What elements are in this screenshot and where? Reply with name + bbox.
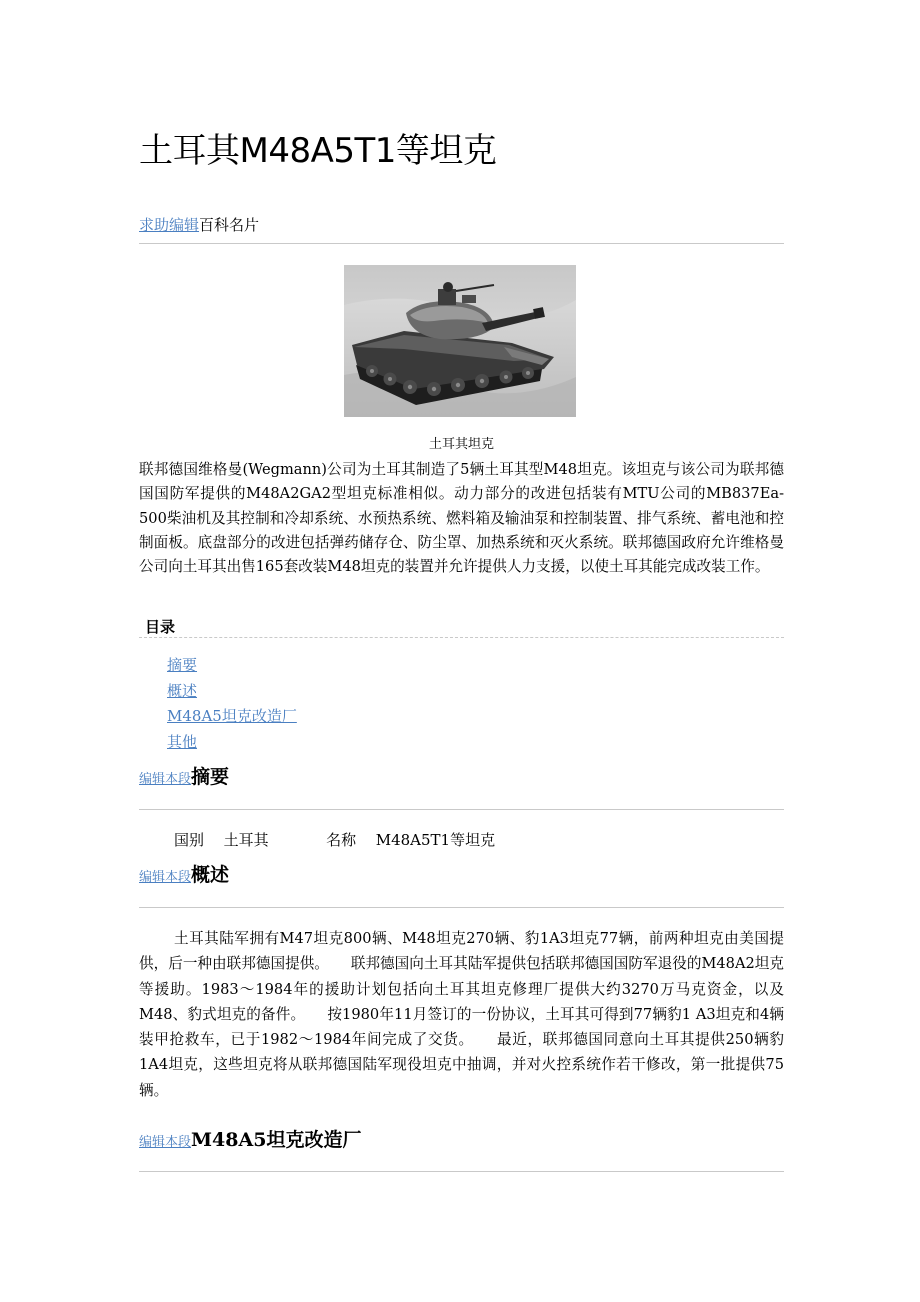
- toc-title: 目录: [145, 618, 176, 636]
- photo-caption: 土耳其坦克: [428, 437, 494, 452]
- edit-section-link[interactable]: 编辑本段: [139, 870, 192, 885]
- toc-link-overview[interactable]: 概述: [167, 681, 198, 700]
- toc-item: [167, 653, 297, 679]
- intro-paragraph: 联邦德国维格曼(Wegmann)公司为土耳其制造了5辆土耳其型M48坦克。该坦克与该公司为联邦德国国防军提供的M48A2GA2型坦克标准相似。动力部分的改进包括装有MTU公司的MB837Ea-500柴油机及其控制和冷却系统、水预热系统、燃料箱及输油泵和控制装置、排气系统、蓄电池和控制面板。底盘部分的改进包括弹药储存仓、防尘罩、加热系统和灭火系统。联邦德国政府允许维格曼公司向土耳其出售165套改装M48坦克的装置并允许提供人力支援，以使土耳其能完成改装工作。: [139, 461, 784, 576]
- section-heading: M48A5坦克改造厂: [191, 1129, 362, 1151]
- edit-section-link[interactable]: 编辑本段: [139, 1135, 192, 1150]
- tank-photo: [344, 265, 576, 417]
- infobox: [174, 828, 495, 852]
- country-label: 国别: [174, 831, 205, 849]
- help-edit-link[interactable]: 求助编辑: [139, 216, 200, 234]
- country-value: 土耳其: [223, 831, 269, 849]
- page-title: 土耳其M48A5T1等坦克: [139, 131, 497, 171]
- edit-section-link[interactable]: 编辑本段: [139, 772, 192, 787]
- divider: [139, 1171, 784, 1172]
- section-heading: 摘要: [191, 766, 230, 788]
- toc-item: [167, 679, 297, 705]
- divider: [139, 907, 784, 908]
- toc-link-summary[interactable]: 摘要: [167, 656, 198, 674]
- section-factory-header: [139, 1125, 361, 1158]
- overview-paragraph: 土耳其陆军拥有M47坦克800辆、M48坦克270辆、豹1A3坦克77辆，前两种坦克由美国提供，后一种由联邦德国提供。 联邦德国向土耳其陆军提供包括联邦德国国防军退役的M48A2坦克等援助。1983～1984年的援助计划包括向土耳其坦克修理厂提供大约3270万马克资金，以及M48、豹式坦克的备件。 按1980年11月签订的一份协议，土耳其可得到77辆豹1 A3坦克和4辆装甲抢救车，已于1982～1984年间完成了交货。 最近，联邦德国同意向土耳其提供250辆豹1A4坦克，这些坦克将从联邦德国陆军现役坦克中抽调，并对火控系统作若干修改，第一批提供75辆。: [139, 930, 784, 1099]
- name-value: M48A5T1等坦克: [375, 831, 496, 849]
- toc-list: [167, 653, 297, 756]
- toc-item: [167, 704, 297, 730]
- meta-row: [139, 213, 259, 237]
- toc-link-other[interactable]: 其他: [167, 733, 198, 752]
- baike-card-label: 百科名片: [199, 216, 260, 234]
- divider: [139, 243, 784, 244]
- toc-link-factory[interactable]: M48A5坦克改造厂: [167, 707, 297, 726]
- divider: [139, 809, 784, 810]
- toc-divider: [139, 637, 784, 638]
- name-label: 名称: [326, 831, 357, 849]
- section-heading: 概述: [191, 864, 230, 886]
- section-overview-header: [139, 860, 229, 893]
- section-summary-header: [139, 762, 229, 795]
- toc-item: [167, 730, 297, 756]
